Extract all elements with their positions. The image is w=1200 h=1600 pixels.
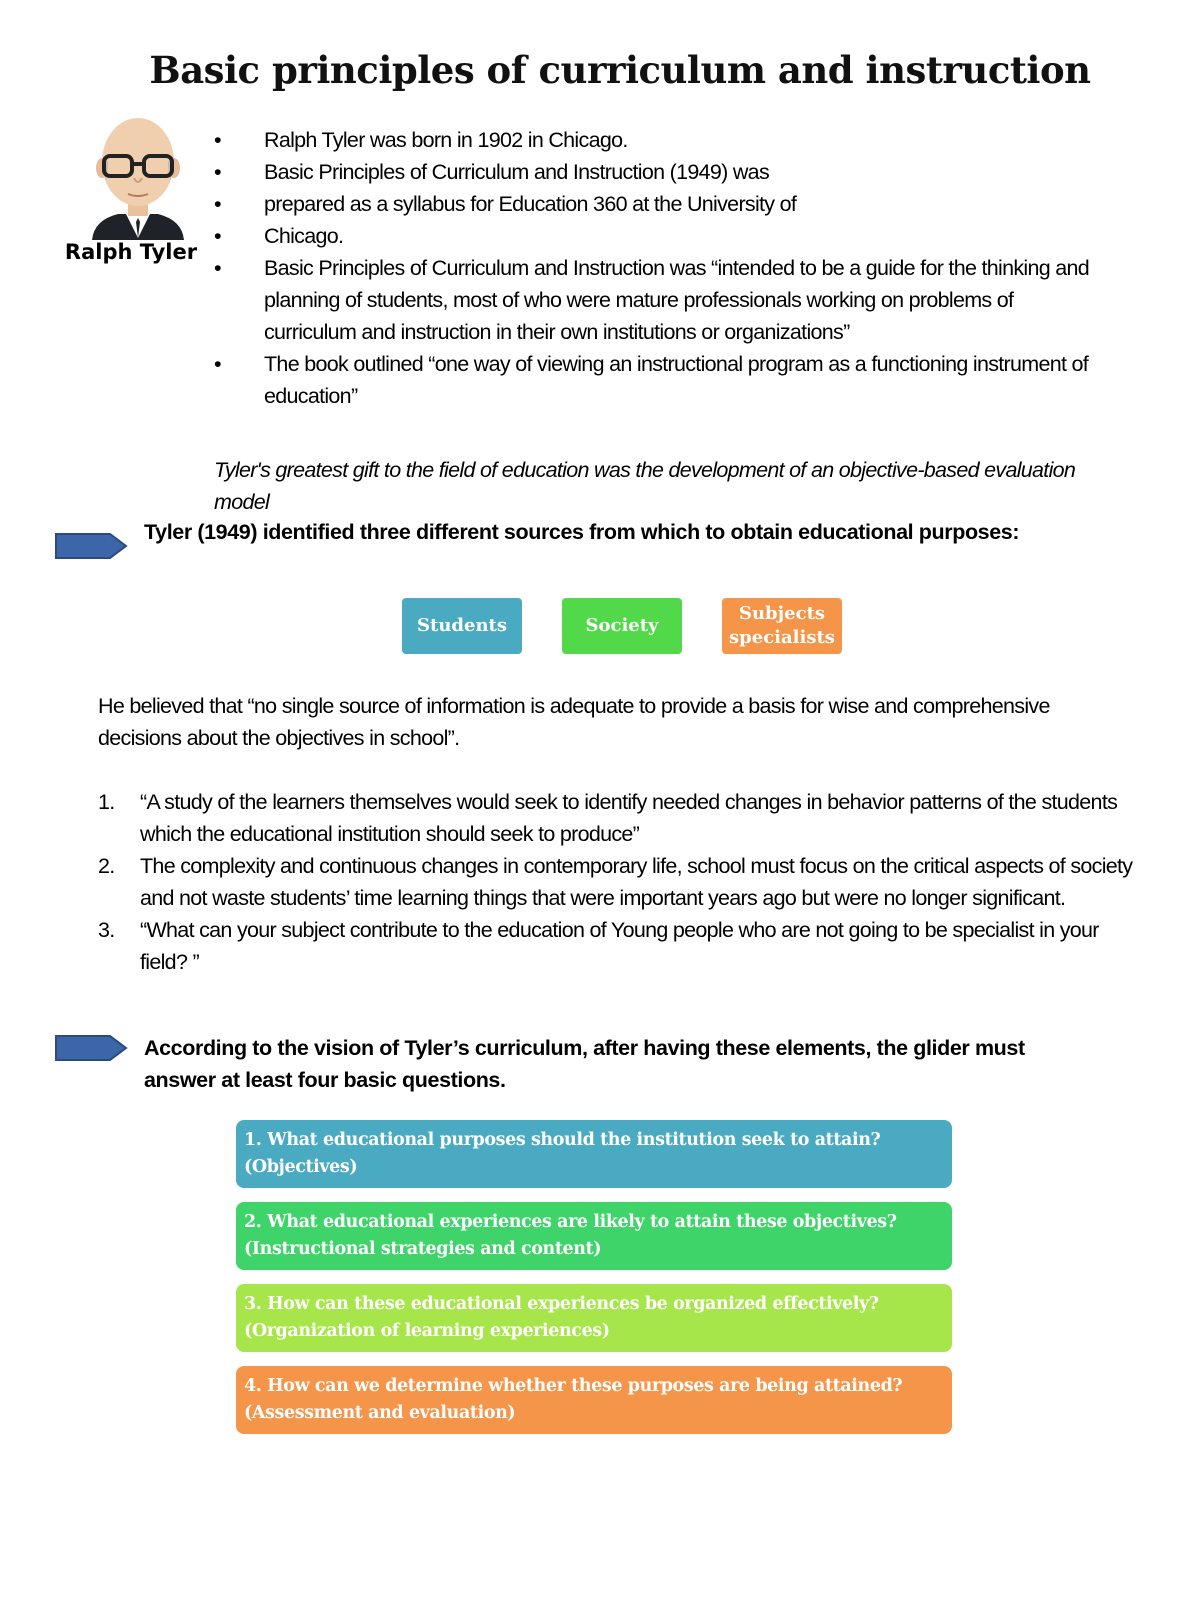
question-box-objectives: 1. What educational purposes should the institution seek to attain? (Objectives) bbox=[236, 1120, 952, 1188]
item-text: “What can your subject contribute to the education of Young people who are not going to be specialist in your field? ” bbox=[140, 918, 1099, 974]
bullet-item: • The book outlined “one way of viewing an instructional program as a functioning instrument of education” bbox=[214, 348, 1094, 412]
arrow-icon bbox=[54, 528, 130, 564]
page-title: Basic principles of curriculum and instruction bbox=[149, 48, 1091, 92]
question-box-assessment: 4. How can we determine whether these purposes are being attained? (Assessment and evaluation) bbox=[236, 1366, 952, 1434]
questions-heading: According to the vision of Tyler’s curriculum, after having these elements, the glider must answer at least four basic questions. bbox=[144, 1036, 1025, 1092]
bullet-item: • Ralph Tyler was born in 1902 in Chicago. bbox=[214, 124, 1094, 156]
ralph-tyler-portrait bbox=[84, 116, 192, 240]
bullet-list bbox=[214, 124, 1094, 412]
source-subject-specialists: Subjects specialists bbox=[722, 598, 842, 654]
numbered-item bbox=[98, 850, 1138, 914]
italic-note: Tyler's greatest gift to the field of education was the development of an objective-based evaluation model bbox=[214, 458, 1076, 514]
source-society: Society bbox=[562, 598, 682, 654]
item-number: 1. bbox=[98, 790, 115, 814]
arrow-shape bbox=[56, 534, 126, 558]
arrow-shape bbox=[56, 1036, 126, 1060]
numbered-list bbox=[98, 786, 1138, 978]
item-number: 2. bbox=[98, 854, 115, 878]
bullet-item: • prepared as a syllabus for Education 360 at the University of bbox=[214, 188, 1094, 220]
arrow-icon bbox=[54, 1030, 130, 1066]
source-students: Students bbox=[402, 598, 522, 654]
sources-heading: Tyler (1949) identified three different sources from which to obtain educational purposes: bbox=[144, 520, 1020, 544]
bullet-item: • Basic Principles of Curriculum and Instruction (1949) was bbox=[214, 156, 1094, 188]
bullet-item: • Chicago. bbox=[214, 220, 1094, 252]
question-box-instructional-strategies: 2. What educational experiences are likely to attain these objectives? (Instructional strategies and content) bbox=[236, 1202, 952, 1270]
numbered-item bbox=[98, 914, 1138, 978]
bullet-item: • Basic Principles of Curriculum and Instruction was “intended to be a guide for the thinking and planning of students, most of who were mature professionals working on problems of curriculum and instruction in their own institutions or organizations” bbox=[214, 252, 1094, 348]
item-text: The complexity and continuous changes in contemporary life, school must focus on the critical aspects of society and not waste students’ time learning things that were important years ago but were no longer significant. bbox=[140, 854, 1133, 910]
item-text: “A study of the learners themselves would seek to identify needed changes in behavior patterns of the students which the educational institution should seek to produce” bbox=[140, 790, 1118, 846]
numbered-item bbox=[98, 786, 1138, 850]
question-box-organization: 3. How can these educational experiences be organized effectively? (Organization of learning experiences) bbox=[236, 1284, 952, 1352]
belief-paragraph: He believed that “no single source of information is adequate to provide a basis for wise and comprehensive decisions about the objectives in school”. bbox=[98, 694, 1050, 750]
portrait-caption: Ralph Tyler bbox=[64, 240, 198, 264]
item-number: 3. bbox=[98, 918, 115, 942]
